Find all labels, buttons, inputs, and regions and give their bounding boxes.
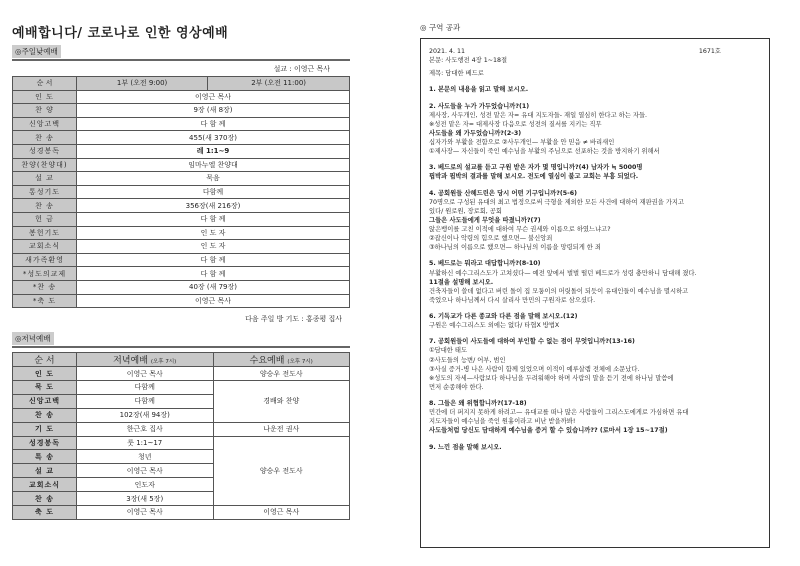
- evening-order-label: 신앙고백: [13, 394, 77, 408]
- order-label: 헌 금: [13, 212, 77, 226]
- sunday-order-row: [13, 280, 350, 294]
- sunday-order-row: [13, 144, 350, 158]
- sunday-order-row: [13, 104, 350, 118]
- table1-header-first: 1부 (오전 9:00): [77, 77, 208, 91]
- evening-order-value: 이영근 목사: [77, 367, 214, 381]
- lesson-answer: ②잡신이나 악령의 힘으로 했으면— 불신앙죄: [429, 235, 553, 243]
- table1-header-second: 2부 (오전 11:00): [208, 77, 350, 91]
- section-evening-header: [12, 332, 350, 348]
- order-value: 다 함 께: [77, 253, 350, 267]
- evening-order-value: 이영근 목사: [77, 506, 214, 520]
- order-value: 이영근 목사: [77, 294, 350, 308]
- evening-order-label: 찬 송: [13, 492, 77, 506]
- sunday-order-row: [13, 185, 350, 199]
- lesson-answer: ①담대한 태도: [429, 347, 468, 355]
- sunday-order-row: [13, 226, 350, 240]
- evening-order-row: [13, 436, 350, 450]
- table2-header-evening: 저녁예배 (오후 7시): [77, 353, 214, 367]
- lesson-answer: ※성전 맡은 자= 대제사장 다음으로 성전의 질서를 지키는 직무: [429, 120, 602, 128]
- sunday-order-row: [13, 90, 350, 104]
- sunday-order-row: [13, 267, 350, 281]
- evening-order-value: 102장(새 94장): [77, 408, 214, 422]
- sunday-order-row: [13, 212, 350, 226]
- order-label: 찬 양: [13, 104, 77, 118]
- order-label: 찬 송: [13, 199, 77, 213]
- evening-order-label: 교회소식: [13, 478, 77, 492]
- evening-order-value: 한근호 집사: [77, 422, 214, 436]
- evening-order-label: 찬 송: [13, 408, 77, 422]
- lesson-answer: 핍박과 핍박의 결과를 말해 보시오. 전도에 열심이 불고 교회는 부흥 되었다.: [429, 173, 639, 181]
- evening-order-label: 축 도: [13, 506, 77, 520]
- evening-order-value: 룻 1:1~17: [77, 436, 214, 450]
- order-label: 성경봉독: [13, 144, 77, 158]
- lesson-answer: 사도들처럼 당신도 담대하게 예수님을 증거 할 수 있습니까?? (로마서 1장 15~17절): [429, 427, 668, 435]
- order-label: 신앙고백: [13, 117, 77, 131]
- evening-order-label: 묵 도: [13, 380, 77, 394]
- sunday-order-row: [13, 117, 350, 131]
- evening-order-row: [13, 422, 350, 436]
- lesson-body: [429, 85, 761, 451]
- lesson-answer: 건축자들이 쓸데 없다고 버린 돌이 집 모퉁이의 머릿돌이 되듯이 유대인들이 예수님을 멸시하고: [429, 287, 689, 295]
- lesson-answer: ③사실 증거-병 나은 사람이 함께 있었으며 이적이 예루살렘 전체에 소문났다.: [429, 365, 640, 373]
- wednesday-value: 양승우 전도사: [213, 367, 350, 381]
- lesson-question: 6. 기독교가 다른 종교와 다른 점을 말해 보시오.(12): [429, 313, 578, 320]
- lesson-answer: ※성도의 자세—사람보다 하나님을 두려워해야 하며 사람의 말을 듣기 전에 하나님 말씀에: [429, 374, 674, 382]
- order-value: 다 함 께: [77, 117, 350, 131]
- lesson-answer: 민간에 더 퍼지지 못하게 하려고— 유대교를 떠나 많은 사람들이 그리스도에게로 가심하면 유대: [429, 409, 689, 417]
- lesson-question: 3. 베드로의 설교를 듣고 구원 받은 자가 몇 명입니까?(4) 남자가 ≒ 5000명: [429, 164, 643, 172]
- lesson-answer: 70명으로 구성된 유대의 최고 법정으로써 극형을 제외한 모든 사건에 대하여 재판권을 가지고: [429, 198, 685, 206]
- section-sunday-label: ◎주일낮예배: [12, 45, 61, 58]
- cell-lesson-header: ◎ 구역 공과: [420, 23, 461, 32]
- lesson-answer: 지도자들이 예수님을 죽인 원흉이라고 비난 받을까봐!: [429, 418, 576, 426]
- order-value: 356장(새 216장): [77, 199, 350, 213]
- bulletin-left-page: [12, 22, 350, 520]
- lesson-answer: 구원은 예수그리스도 외에는 없다/ 타협X 방법X: [429, 322, 560, 330]
- order-label: 찬양(찬양대): [13, 158, 77, 172]
- section-evening-label: ◎저녁예배: [12, 332, 54, 345]
- order-label: *축 도: [13, 294, 77, 308]
- evening-order-value: 인도자: [77, 478, 214, 492]
- order-value: 455(새 370장): [77, 131, 350, 145]
- evening-order-label: 특 송: [13, 450, 77, 464]
- order-label: 봉헌기도: [13, 226, 77, 240]
- wednesday-value: 나운전 권사: [213, 422, 350, 436]
- lesson-question: 7. 공회원들이 사도들에 대하여 부인할 수 없는 점이 무엇입니까?(13-16): [429, 338, 635, 346]
- lesson-question: 4. 공회원들 산헤드린은 당시 어떤 기구입니까?(5-6): [429, 189, 578, 197]
- table1-header-order: 순 서: [13, 77, 77, 91]
- evening-order-label: 성경봉독: [13, 436, 77, 450]
- order-value: 인 도 자: [77, 240, 350, 254]
- wednesday-value: 양승우 전도사: [213, 436, 350, 505]
- lesson-answer: 있다/ 원로원, 장로회, 공회: [429, 207, 502, 215]
- lesson-answer: ③하나님의 이름으로 했으면— 하나님의 이름을 망령되게 한 죄: [429, 244, 601, 252]
- lesson-box: [420, 38, 770, 548]
- order-value: 임마누엘 찬양대: [77, 158, 350, 172]
- wednesday-value: 이영근 목사: [213, 506, 350, 520]
- sunday-order-row: [13, 172, 350, 186]
- evening-order-label: 기 도: [13, 422, 77, 436]
- sunday-order-row: [13, 199, 350, 213]
- sunday-order-row: [13, 240, 350, 254]
- wednesday-value: 경배와 찬양: [213, 380, 350, 422]
- lesson-question: 8. 그들은 왜 위협합니까?(17-18): [429, 400, 527, 407]
- order-value: 인 도 자: [77, 226, 350, 240]
- sunday-order-row: [13, 294, 350, 308]
- lesson-answer: 앉은뱅이를 고친 이적에 대하여 무슨 권세와 이름으로 하였느냐고?: [429, 226, 611, 233]
- next-week-prayer: 다음 주일 방 기도 : 홍종평 집사: [245, 315, 342, 324]
- evening-order-value: 다함께: [77, 380, 214, 394]
- evening-order-label: 인 도: [13, 367, 77, 381]
- evening-order-row: [13, 380, 350, 394]
- order-label: *성도의교제: [13, 267, 77, 281]
- lesson-answer: 부활하신 예수그리스도가 고쳐셨다— 예전 앞에서 벌벌 떨던 베드로가 성령 충만하니 담대해 졌다.: [429, 269, 697, 277]
- order-label: 통성기도: [13, 185, 77, 199]
- lesson-answer: 11절을 설명해 보시오.: [429, 278, 494, 286]
- sunday-order-row: [13, 253, 350, 267]
- evening-order-value: 이영근 목사: [77, 464, 214, 478]
- order-label: 교회소식: [13, 240, 77, 254]
- order-value: 묵음: [77, 172, 350, 186]
- lesson-answer: 십자가와 부활을 전함으로 ②사두개인— 부활을 안 믿음 ≠ 바리새인: [429, 139, 615, 146]
- sunday-order-row: [13, 131, 350, 145]
- lesson-date: 2021. 4. 11: [429, 48, 466, 55]
- table2-header-wednesday: 수요예배 (오후 7시): [213, 353, 350, 367]
- lesson-question: 2. 사도들을 누가 가두었습니까?(1): [429, 102, 530, 110]
- order-label: 새가족환영: [13, 253, 77, 267]
- lesson-question: 9. 느낀 점을 말해 보시오.: [429, 443, 502, 451]
- lesson-answer: 그들은 사도들에게 무엇을 따졌니까?(7): [429, 216, 541, 224]
- order-label: 설 교: [13, 172, 77, 186]
- evening-order-row: [13, 367, 350, 381]
- order-value: 이영근 목사: [77, 90, 350, 104]
- lesson-date-row: [429, 47, 761, 56]
- lesson-answer: 제사장, 사두개인, 성전 맡은 자= 유대 지도자들- 재일 열심히 한다고 하는 자들.: [429, 111, 648, 119]
- section-sunday-header: [12, 45, 350, 61]
- order-value: 40장 (새 79장): [77, 280, 350, 294]
- order-value: 다함께: [77, 185, 350, 199]
- order-label: 인 도: [13, 90, 77, 104]
- evening-order-row: [13, 506, 350, 520]
- lesson-answer: 먼저 순종해야 한다.: [429, 383, 484, 391]
- lesson-answer: ②사도들의 능변/ 어부, 범인: [429, 356, 506, 364]
- lesson-answer: 사도들을 왜 가두었습니까?(2-3): [429, 129, 522, 137]
- order-value: 다 함 께: [77, 267, 350, 281]
- order-value: 9장 (새 8장): [77, 104, 350, 118]
- order-label: *찬 송: [13, 280, 77, 294]
- order-value: 레 1:1~9: [77, 144, 350, 158]
- sunday-order-row: [13, 158, 350, 172]
- lesson-answer: 죽었으나 하나님께서 다시 살리사 만민의 구원자로 삼으셨다.: [429, 296, 596, 304]
- evening-order-table: [12, 352, 350, 520]
- lesson-question: 5. 베드로는 뭐라고 대답합니까?(8-10): [429, 260, 541, 268]
- issue-number: 1671호: [698, 48, 721, 55]
- lesson-answer: ①제사장— 자신들이 죽인 예수님을 부활의 주님으로 선포하는 것을 방지하기 위해서: [429, 148, 660, 156]
- order-value: 다 함 께: [77, 212, 350, 226]
- evening-order-value: 다함께: [77, 394, 214, 408]
- evening-order-value: 청년: [77, 450, 214, 464]
- page-title: 예배합니다/ 코로나로 인한 영상예배: [12, 26, 229, 41]
- bulletin-right-page: [420, 22, 770, 548]
- lesson-text: 본문: 사도행전 4장 1~18절: [429, 57, 508, 65]
- evening-order-label: 설 교: [13, 464, 77, 478]
- preacher-line: 설교 : 이영근 목사: [273, 65, 330, 73]
- table2-header-order: 순 서: [13, 353, 77, 367]
- lesson-title: 제목: 담대한 베드로: [429, 70, 484, 78]
- order-label: 찬 송: [13, 131, 77, 145]
- evening-order-value: 3장(새 5장): [77, 492, 214, 506]
- lesson-question: 1. 본문의 내용을 읽고 말해 보시오.: [429, 86, 529, 94]
- sunday-order-table: [12, 76, 350, 308]
